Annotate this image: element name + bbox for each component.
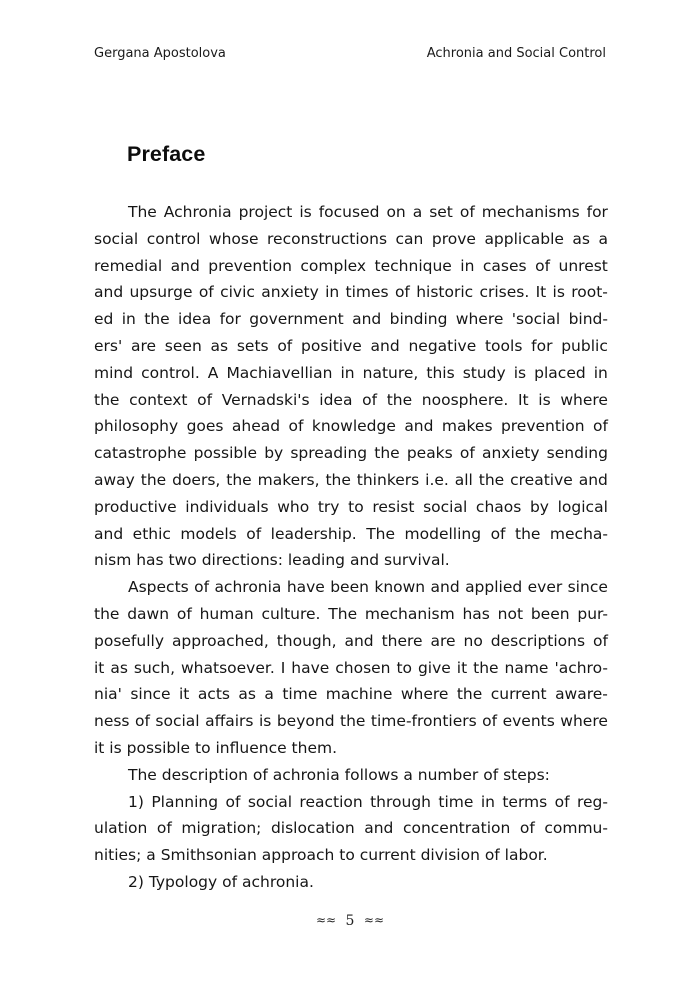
word: of [176, 604, 192, 623]
word: thinkers [356, 470, 420, 489]
word: The [328, 604, 358, 623]
word: have [286, 578, 325, 597]
word: no [463, 631, 483, 650]
word: social [247, 792, 293, 811]
word: try [317, 497, 340, 516]
word: on [386, 203, 406, 221]
word: and [94, 524, 124, 543]
word: it [94, 658, 105, 677]
word: of [592, 417, 608, 436]
body-line [94, 494, 608, 521]
word: Aspects [128, 578, 189, 597]
word: human [199, 604, 254, 623]
word: applied [465, 578, 523, 597]
word: 'social [511, 310, 561, 329]
word: concentration [402, 819, 511, 838]
word: is [513, 363, 527, 382]
word: the [140, 470, 167, 489]
body-line [94, 360, 608, 387]
word: pur- [577, 604, 608, 623]
word: name [504, 658, 549, 677]
word: been [530, 604, 570, 623]
word: a [264, 685, 274, 704]
word: focused [318, 203, 380, 221]
word: of [246, 524, 262, 543]
word: time-frontiers [370, 712, 477, 731]
body-line: The description of achronia follows a number of steps: [128, 765, 550, 784]
word: acts [197, 685, 230, 704]
body-line: nities; a Smithsonian approach to current division of labor. [94, 846, 548, 865]
word: unrest [558, 256, 608, 275]
word: time [438, 792, 474, 811]
word: a [598, 229, 608, 248]
word: this [426, 363, 455, 382]
word: and [344, 631, 374, 650]
word: has [462, 604, 490, 623]
word: as [110, 658, 128, 677]
word: for [219, 310, 241, 329]
word: of [198, 283, 214, 302]
word: remedial [94, 256, 163, 275]
word: mechanisms [481, 203, 580, 221]
body-line [94, 306, 608, 333]
word: prove [431, 229, 476, 248]
word: I [280, 658, 286, 677]
word: not [497, 604, 524, 623]
word: ethic [132, 524, 171, 543]
word: time [282, 685, 318, 704]
word: A [207, 363, 219, 382]
word: makes [441, 417, 493, 436]
word: prevention [500, 417, 585, 436]
body-line [94, 226, 608, 253]
word: social [423, 497, 468, 516]
word: of [535, 256, 551, 275]
word: by [264, 444, 284, 463]
word: cases [482, 256, 527, 275]
word: the [94, 604, 120, 623]
word: current [490, 685, 547, 704]
word: culture. [261, 604, 321, 623]
word: tools [484, 336, 523, 355]
word: ever [527, 578, 563, 597]
word: of [197, 390, 213, 409]
word: it [179, 685, 190, 704]
word: the [226, 470, 252, 489]
word: of [459, 203, 475, 221]
body-line [94, 655, 608, 682]
word: productive [94, 497, 177, 516]
word: where [400, 685, 449, 704]
word: chaos [475, 497, 522, 516]
word: in [121, 310, 136, 329]
word: the [478, 470, 505, 489]
word: in [480, 792, 495, 811]
word: technique [374, 256, 452, 275]
body-line [94, 467, 608, 494]
word: models [180, 524, 237, 543]
body-line [94, 521, 608, 548]
body-line [94, 708, 608, 735]
word: of [482, 712, 498, 731]
word: anxiety [481, 444, 540, 463]
word: reg- [576, 792, 608, 811]
word: of [277, 336, 293, 355]
word: though, [276, 631, 337, 650]
word: noosphere. [421, 390, 509, 409]
word: where [455, 310, 504, 329]
body-line [94, 253, 608, 280]
word: aware- [555, 685, 608, 704]
word: the [386, 390, 413, 409]
word: dislocation [270, 819, 355, 838]
word: and [404, 417, 434, 436]
word: as [572, 229, 590, 248]
word: of [593, 631, 608, 650]
word: mecha- [549, 524, 608, 543]
word: mind [94, 363, 134, 382]
word: idea [178, 310, 212, 329]
word: possible [193, 444, 258, 463]
word: for [586, 203, 608, 221]
word: ness [94, 712, 130, 731]
word: for [531, 336, 553, 355]
body-line [94, 601, 608, 628]
word: upsurge [129, 283, 193, 302]
word: and [578, 470, 608, 489]
word: applicable [484, 229, 564, 248]
word: ed [94, 310, 114, 329]
word: approached, [171, 631, 269, 650]
word: Planning [151, 792, 219, 811]
word: public [561, 336, 608, 355]
word: migration; [181, 819, 262, 838]
word: government [249, 310, 344, 329]
word: is [258, 712, 272, 731]
word: since [567, 578, 608, 597]
word: dawn [127, 604, 170, 623]
word: set [429, 203, 453, 221]
word: crises. [479, 283, 530, 302]
word: goes [186, 417, 224, 436]
word: reconstructions [267, 229, 388, 248]
body-line [94, 279, 608, 306]
word: placed [534, 363, 586, 382]
word: of [394, 283, 410, 302]
word: and [94, 283, 124, 302]
word: been [330, 578, 369, 597]
word: of [225, 792, 241, 811]
word: in [325, 283, 340, 302]
word: historic [416, 283, 474, 302]
body-line: it is possible to influence them. [94, 738, 338, 757]
word: terms [502, 792, 548, 811]
word: reaction [299, 792, 363, 811]
word: and [364, 819, 394, 838]
word: to [396, 658, 413, 677]
word: chosen [335, 658, 391, 677]
word: whatsoever. [181, 658, 275, 677]
word: beyond [276, 712, 335, 731]
word: of [554, 792, 570, 811]
word: the [473, 658, 499, 677]
word: makers, [257, 470, 320, 489]
word: as [210, 336, 229, 355]
word: away [94, 470, 135, 489]
word: context [129, 390, 188, 409]
word: Achronia [163, 203, 232, 221]
word: the [144, 310, 170, 329]
body-line: nism has two directions: leading and survival. [94, 551, 450, 570]
body-line [94, 387, 608, 414]
word: are [430, 631, 456, 650]
word: the [456, 685, 483, 704]
page-number: 5 [345, 913, 355, 929]
word: The [366, 524, 396, 543]
word: complex [300, 256, 367, 275]
word: posefully [94, 631, 164, 650]
word: of [362, 390, 378, 409]
word: logical [557, 497, 608, 516]
body-line [94, 815, 608, 842]
word: The [128, 203, 157, 221]
word: commu- [544, 819, 608, 838]
word: control. [141, 363, 200, 382]
word: anxiety [261, 283, 319, 302]
word: the [325, 470, 351, 489]
word: project [238, 203, 293, 221]
word: catastrophe [94, 444, 187, 463]
word: positive [301, 336, 362, 355]
body-line: 2) Typology of achronia. [128, 872, 314, 891]
word: are [130, 336, 157, 355]
word: in [460, 256, 475, 275]
word: and [352, 310, 382, 329]
section-title: Preface [127, 142, 206, 166]
word: achronia [214, 578, 282, 597]
word: It [517, 390, 529, 409]
word: since [130, 685, 171, 704]
word: is [299, 203, 312, 221]
word: spreading [290, 444, 368, 463]
word: as [238, 685, 256, 704]
word: it [456, 658, 468, 677]
word: study [462, 363, 506, 382]
word: doers, [172, 470, 221, 489]
word: mechanism [364, 604, 455, 623]
word: individuals [185, 497, 269, 516]
word: social [155, 712, 200, 731]
word: the [94, 390, 120, 409]
word: of [156, 819, 172, 838]
word: root- [571, 283, 608, 302]
word: who [277, 497, 310, 516]
body-line [94, 789, 608, 816]
word: nature, [362, 363, 419, 382]
word: the [515, 524, 541, 543]
word: creative [510, 470, 573, 489]
word: can [395, 229, 424, 248]
word: i.e. [425, 470, 449, 489]
word: give [417, 658, 451, 677]
word: the [374, 444, 400, 463]
word: knowledge [311, 417, 396, 436]
word: the [340, 712, 366, 731]
word: machine [325, 685, 393, 704]
word: sets [236, 336, 269, 355]
word: is [552, 283, 565, 302]
word: have [291, 658, 330, 677]
word: is [538, 390, 551, 409]
word: in [593, 363, 608, 382]
word: where [560, 390, 608, 409]
word: times [345, 283, 389, 302]
word: of [459, 444, 475, 463]
word: peaks [406, 444, 453, 463]
word: Machiavellian [226, 363, 333, 382]
word: binding [389, 310, 448, 329]
wave-ornament-icon: ≈≈ [315, 913, 337, 927]
word: all [454, 470, 473, 489]
word: civic [220, 283, 255, 302]
body-line [94, 440, 608, 467]
word: whose [208, 229, 259, 248]
word: ers' [94, 336, 123, 355]
word: sending [546, 444, 608, 463]
word: of [490, 524, 506, 543]
word: by [529, 497, 549, 516]
word: to [348, 497, 364, 516]
word: bind- [568, 310, 608, 329]
word: ulation [94, 819, 148, 838]
word: modelling [404, 524, 482, 543]
body-line [94, 681, 608, 708]
word: Vernadski's [221, 390, 310, 409]
word: social [94, 229, 139, 248]
body-line [94, 199, 608, 226]
word: of [134, 712, 150, 731]
word: negative [408, 336, 477, 355]
word: descriptions [490, 631, 586, 650]
word: a [412, 203, 423, 221]
word: and [170, 256, 200, 275]
word: control [146, 229, 201, 248]
word: 1) [128, 792, 144, 811]
word: of [194, 578, 210, 597]
word: events [502, 712, 555, 731]
word: ahead [231, 417, 281, 436]
body-line [94, 333, 608, 360]
body-line [94, 628, 608, 655]
word: It [535, 283, 547, 302]
word: of [288, 417, 304, 436]
word: leadership. [270, 524, 357, 543]
word: resist [372, 497, 415, 516]
word: there [381, 631, 423, 650]
body-text [94, 199, 608, 896]
word: idea [319, 390, 353, 409]
word: such, [133, 658, 176, 677]
header-author: Gergana Apostolova [94, 46, 226, 61]
word: through [370, 792, 431, 811]
word: prevention [208, 256, 292, 275]
word: known [374, 578, 426, 597]
word: where [560, 712, 608, 731]
word: seen [164, 336, 202, 355]
word: 'achro- [554, 658, 608, 677]
word: and [370, 336, 400, 355]
word: of [519, 819, 535, 838]
header-book-title: Achronia and Social Control [426, 46, 606, 61]
page-footer [0, 913, 700, 929]
word: affairs [205, 712, 254, 731]
body-line [94, 574, 608, 601]
word: philosophy [94, 417, 179, 436]
word: in [340, 363, 355, 382]
wave-ornament-icon: ≈≈ [363, 913, 385, 927]
word: nia' [94, 685, 122, 704]
body-line [94, 413, 608, 440]
word: and [430, 578, 460, 597]
